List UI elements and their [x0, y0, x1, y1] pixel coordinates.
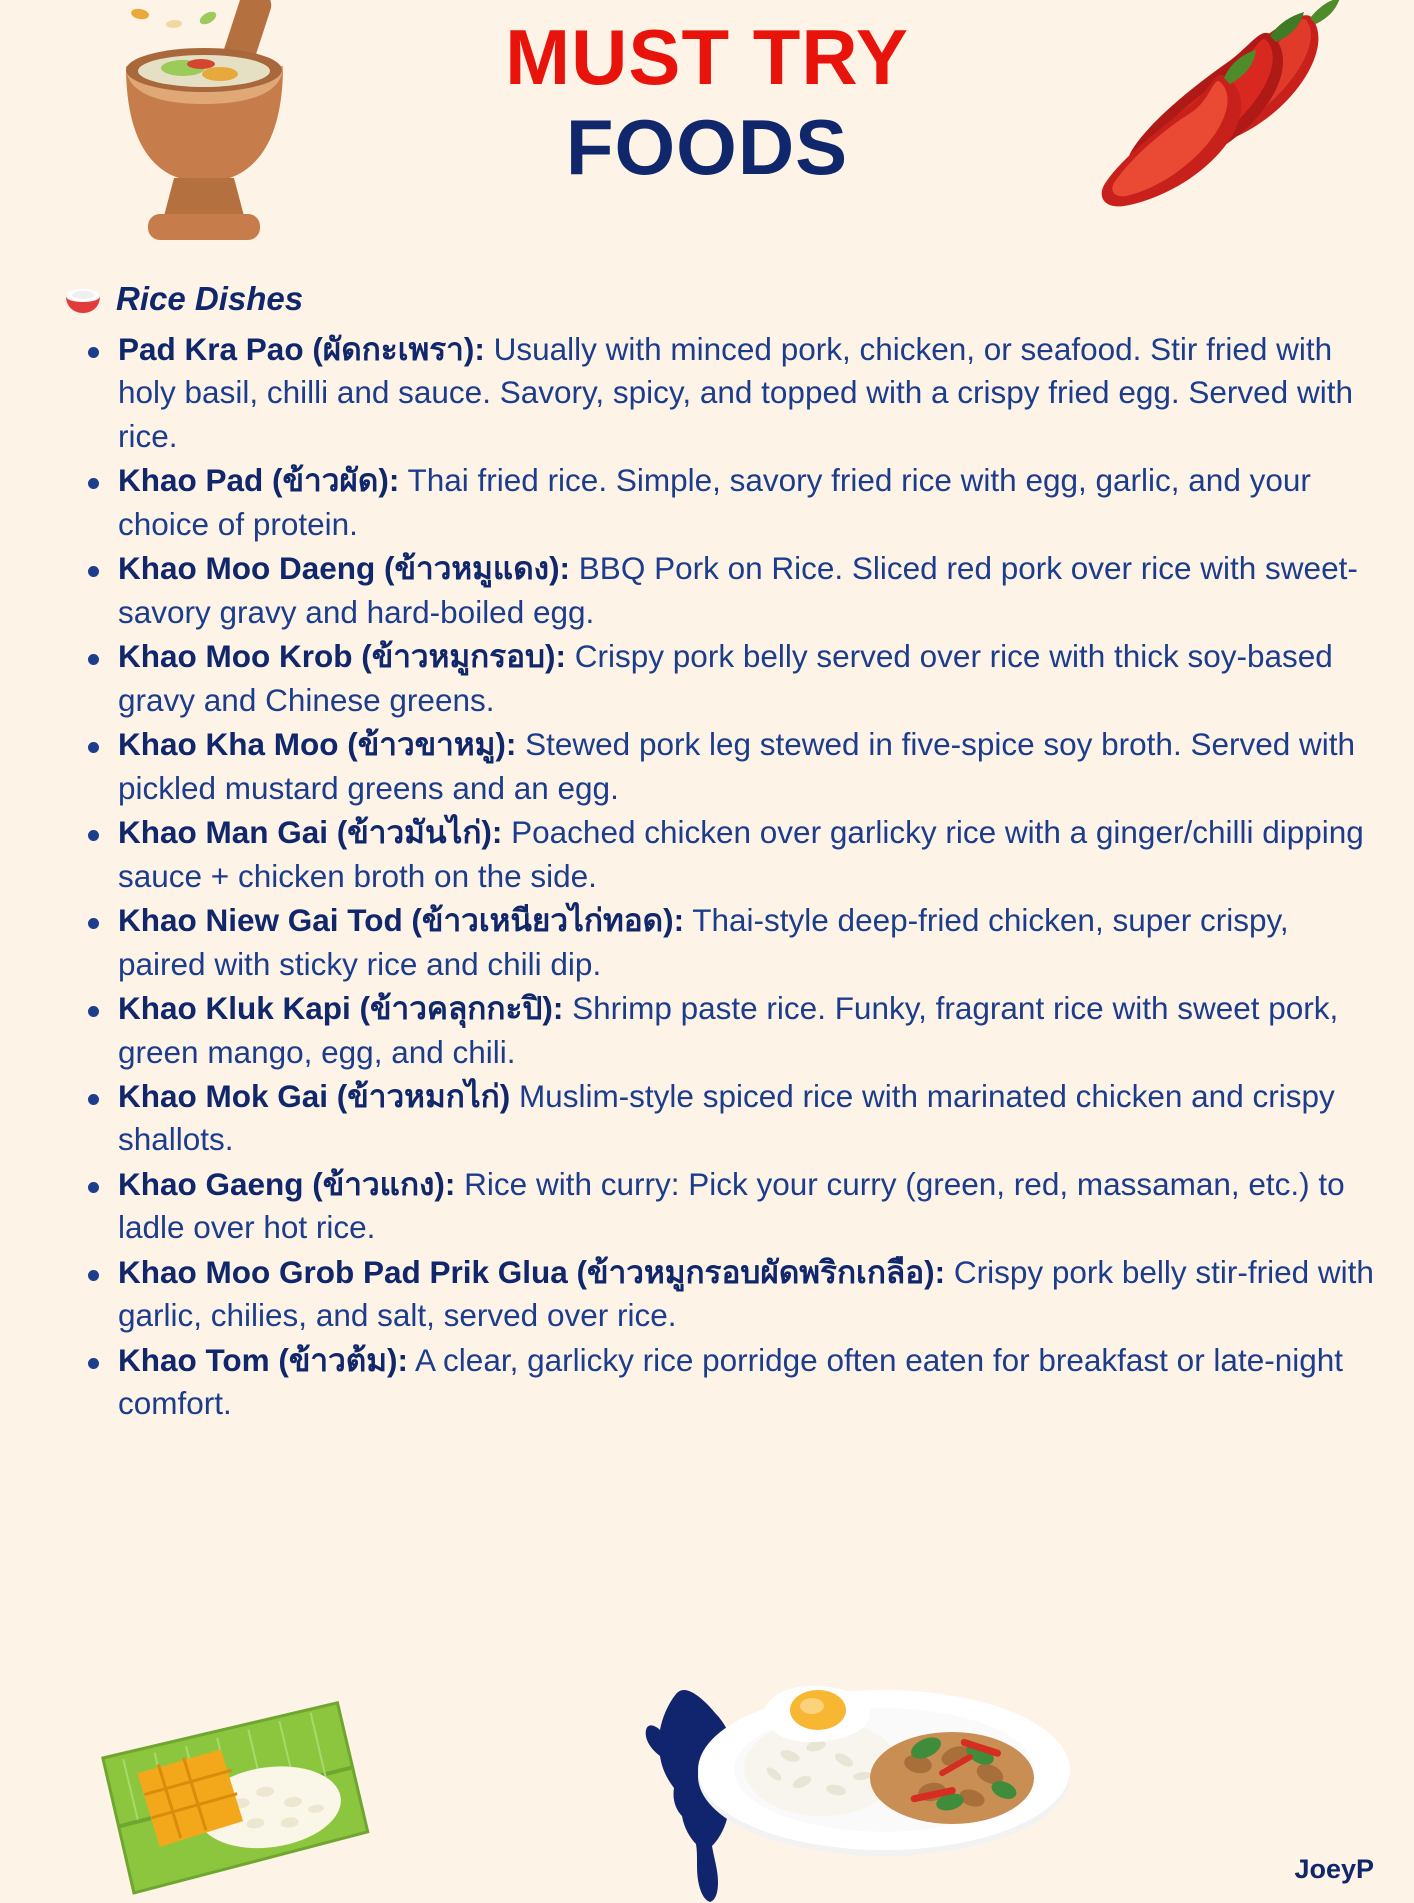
dish-name: Khao Moo Daeng (ข้าวหมูแดง): — [118, 550, 571, 587]
dish-description: Muslim-style spiced rice with marinated chicken and crispy shallots. — [118, 1077, 1335, 1158]
page-title-line-1: MUST TRY — [505, 13, 909, 101]
dish-description: Crispy pork belly stir-fried with garlic, chilies, and salt, served over rice. — [118, 1253, 1374, 1334]
dish-name: Khao Tom (ข้าวต้ม): — [118, 1341, 409, 1378]
dish-description: Thai fried rice. Simple, savory fried rice with egg, garlic, and your choice of protein. — [118, 462, 1311, 542]
dish-list — [60, 328, 1374, 1426]
mango-sticky-rice-icon — [100, 1700, 370, 1895]
list-item — [118, 1163, 1374, 1250]
dish-description: Poached chicken over garlicky rice with a ginger/chilli dipping sauce + chicken broth on the side. — [118, 814, 1364, 894]
dish-name: Khao Niew Gai Tod (ข้าวเหนียวไก่ทอด): — [118, 902, 685, 939]
dish-name: Khao Kluk Kapi (ข้าวคลุกกะปิ): — [118, 990, 564, 1027]
dish-description: Shrimp paste rice. Funky, fragrant rice with sweet pork, green mango, egg, and chili. — [118, 990, 1339, 1070]
dish-name: Khao Mok Gai (ข้าวหมกไก่) — [118, 1077, 511, 1114]
section-header-rice-dishes — [64, 280, 1374, 318]
section-title: Rice Dishes — [116, 280, 304, 317]
dish-description: Crispy pork belly served over rice with thick soy-based gravy and Chinese greens. — [118, 638, 1333, 718]
credit-label: JoeyP — [1294, 1854, 1374, 1884]
red-chillies-icon — [1074, 0, 1364, 230]
list-item — [118, 1075, 1374, 1162]
content-area — [0, 280, 1414, 1426]
dish-name: Khao Gaeng (ข้าวแกง): — [118, 1165, 456, 1202]
page-title-line-2: FOODS — [565, 103, 849, 191]
list-item — [118, 328, 1374, 458]
dish-description: A clear, garlicky rice porridge often eaten for breakfast or late-night comfort. — [118, 1341, 1344, 1422]
dish-description: Thai-style deep-fried chicken, super crispy, paired with sticky rice and chili dip. — [118, 902, 1289, 982]
list-item — [118, 547, 1374, 634]
dish-description: Rice with curry: Pick your curry (green, red, massaman, etc.) to ladle over hot rice. — [118, 1165, 1345, 1246]
pad-kra-pao-plate-icon — [694, 1668, 1074, 1863]
dish-description: Usually with minced pork, chicken, or seafood. Stir fried with holy basil, chilli and sauce. Savory, spicy, and topped with a crispy fried egg. Served with rice. — [118, 331, 1353, 454]
list-item — [118, 723, 1374, 810]
list-item — [118, 459, 1374, 546]
dish-name: Khao Moo Grob Pad Prik Glua (ข้าวหมูกรอบผัดพริกเกลือ): — [118, 1253, 946, 1290]
list-item — [118, 1339, 1374, 1426]
list-item — [118, 635, 1374, 722]
dish-name: Khao Moo Krob (ข้าวหมูกรอบ): — [118, 638, 567, 675]
dish-name: Pad Kra Pao (ผัดกะเพรา): — [118, 331, 485, 367]
list-item — [118, 899, 1374, 986]
dish-name: Khao Pad (ข้าวผัด): — [118, 462, 400, 499]
dish-name: Khao Kha Moo (ข้าวขาหมู): — [118, 726, 517, 763]
rice-bowl-icon — [64, 284, 102, 314]
dish-name: Khao Man Gai (ข้าวมันไก่): — [118, 814, 503, 851]
dish-description: Stewed pork leg stewed in five-spice soy broth. Served with pickled mustard greens and an egg. — [118, 726, 1356, 806]
dish-description: BBQ Pork on Rice. Sliced red pork over rice with sweet-savory gravy and hard-boiled egg. — [118, 550, 1358, 630]
page-footer — [0, 1655, 1414, 1885]
list-item — [118, 811, 1374, 898]
list-item — [118, 987, 1374, 1074]
list-item — [118, 1251, 1374, 1338]
page-header — [0, 0, 1414, 280]
